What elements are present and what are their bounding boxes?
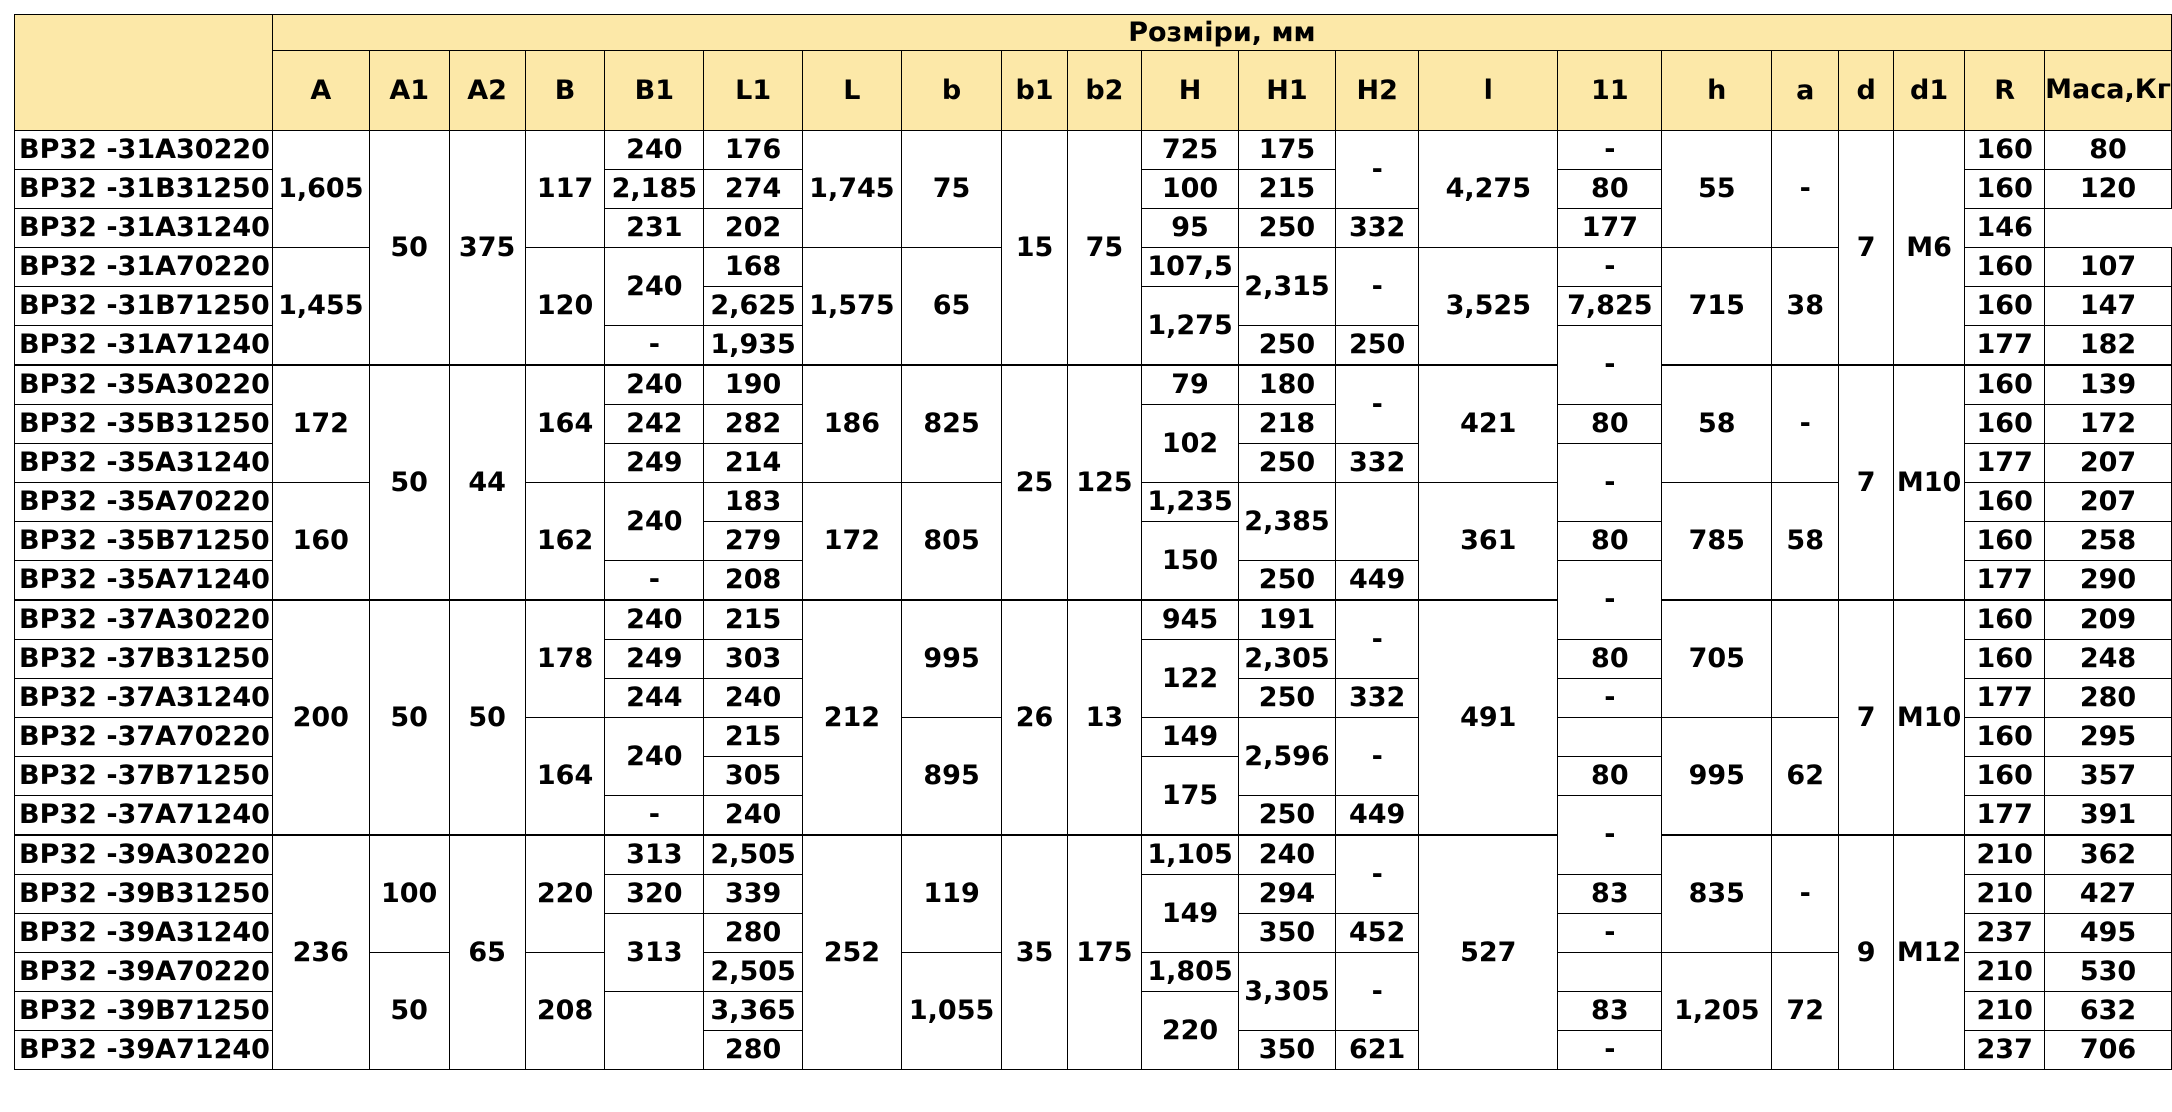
- cell-H: 220: [1142, 992, 1239, 1070]
- cell-A1: 50: [369, 365, 449, 600]
- cell-R: 160: [1965, 405, 2045, 444]
- cell-m: 209: [2045, 600, 2172, 640]
- column-header-1: A1: [369, 51, 449, 131]
- column-header-4: B1: [605, 51, 704, 131]
- model-cell: ВР32 -37А31240: [15, 679, 273, 718]
- cell-h: 715: [1662, 248, 1772, 366]
- cell-H1: 180: [1239, 365, 1336, 405]
- cell-L1: 215: [704, 600, 803, 640]
- cell-c11: -: [1558, 248, 1662, 287]
- cell-L1: 202: [704, 209, 803, 248]
- cell-R: 160: [1965, 600, 2045, 640]
- cell-H1: 2,385: [1239, 483, 1336, 561]
- cell-b1: 15: [1002, 131, 1067, 366]
- cell-L1: 240: [704, 796, 803, 836]
- cell-m: 530: [2045, 953, 2172, 992]
- cell-H1: 250: [1239, 326, 1336, 366]
- cell-c11: 80: [1558, 522, 1662, 561]
- cell-c11: -: [1558, 914, 1662, 953]
- cell-B1: 242: [605, 405, 704, 444]
- cell-H1: 250: [1239, 679, 1336, 718]
- model-cell: ВР32 -35А31240: [15, 444, 273, 483]
- cell-B1: -: [605, 561, 704, 601]
- cell-L1: 303: [704, 640, 803, 679]
- column-header-7: b: [901, 51, 1002, 131]
- model-cell: ВР32 -37В31250: [15, 640, 273, 679]
- cell-H1: 350: [1239, 914, 1336, 953]
- cell-c11: 80: [1558, 170, 1662, 209]
- cell-H2: -: [1335, 365, 1418, 444]
- cell-H: 175: [1142, 757, 1239, 836]
- column-header-12: H2: [1335, 51, 1418, 131]
- cell-L1: 208: [704, 561, 803, 601]
- cell-L1: 280: [704, 1031, 803, 1070]
- table-row: [15, 131, 2172, 170]
- model-cell: ВР32 -37А30220: [15, 600, 273, 640]
- spec-table-container: [14, 14, 2172, 1070]
- model-cell: ВР32 -31А31240: [15, 209, 273, 248]
- cell-A1: 50: [369, 953, 449, 1070]
- column-header-9: b2: [1067, 51, 1141, 131]
- cell-R: 160: [1965, 718, 2045, 757]
- cell-A: 236: [272, 835, 369, 1070]
- model-cell: ВР32 -35В31250: [15, 405, 273, 444]
- cell-m: 146: [1965, 209, 2045, 248]
- cell-L: 1,745: [803, 131, 902, 248]
- cell-R: 210: [1965, 953, 2045, 992]
- cell-H1: 2,305: [1239, 640, 1336, 679]
- cell-R: 177: [1965, 796, 2045, 836]
- cell-R: 160: [1965, 757, 2045, 796]
- cell-L: 172: [803, 483, 902, 601]
- cell-l: 491: [1419, 600, 1558, 835]
- cell-L1: 190: [704, 365, 803, 405]
- cell-a: 38: [1772, 248, 1839, 366]
- cell-b2: 75: [1067, 131, 1141, 366]
- cell-R: 160: [1965, 248, 2045, 287]
- cell-L1: 2,625: [704, 287, 803, 326]
- cell-m: 280: [2045, 679, 2172, 718]
- cell-b: 895: [901, 718, 1002, 836]
- cell-R: 160: [1965, 522, 2045, 561]
- cell-c11: 83: [1558, 875, 1662, 914]
- cell-m: 706: [2045, 1031, 2172, 1070]
- cell-c11: -: [1558, 561, 1662, 640]
- cell-m: 182: [2045, 326, 2172, 366]
- table-header: [15, 15, 2172, 131]
- cell-H2: -: [1335, 835, 1418, 914]
- cell-a: -: [1772, 131, 1839, 248]
- cell-A: 200: [272, 600, 369, 835]
- cell-H: 149: [1142, 875, 1239, 953]
- cell-H: 945: [1142, 600, 1239, 640]
- model-cell: ВР32 -31А71240: [15, 326, 273, 366]
- cell-H: 79: [1142, 365, 1239, 405]
- cell-B1: 244: [605, 679, 704, 718]
- cell-B: 120: [525, 248, 605, 366]
- cell-H2: -: [1335, 600, 1418, 679]
- column-header-19: R: [1965, 51, 2045, 131]
- cell-H2: -: [1335, 953, 1418, 1031]
- cell-a: 72: [1772, 953, 1839, 1070]
- cell-l: 421: [1419, 365, 1558, 483]
- cell-H: 100: [1142, 170, 1239, 209]
- cell-h: 58: [1662, 365, 1772, 483]
- column-header-18: d1: [1893, 51, 1964, 131]
- cell-L1: 2,505: [704, 835, 803, 875]
- cell-m: 290: [2045, 561, 2172, 601]
- cell-R: 177: [1965, 561, 2045, 601]
- column-header-0: A: [272, 51, 369, 131]
- cell-H1: 350: [1239, 1031, 1336, 1070]
- cell-c11: -: [1558, 131, 1662, 170]
- cell-R: 210: [1965, 875, 2045, 914]
- cell-c11: 7,825: [1558, 287, 1662, 326]
- cell-L1: 274: [704, 170, 803, 209]
- cell-H2: 621: [1335, 1031, 1418, 1070]
- cell-R: 177: [1965, 444, 2045, 483]
- cell-a: [1772, 600, 1839, 718]
- cell-d: 7: [1839, 131, 1894, 366]
- cell-b1: 35: [1002, 835, 1067, 1070]
- table-body: [15, 131, 2172, 1070]
- cell-L1: 339: [704, 875, 803, 914]
- cell-B1: 240: [605, 248, 704, 326]
- cell-L: 186: [803, 365, 902, 483]
- cell-H1: 250: [1239, 209, 1336, 248]
- cell-B1: 240: [605, 600, 704, 640]
- cell-L1: 183: [704, 483, 803, 522]
- cell-B1: 240: [605, 365, 704, 405]
- cell-H1: 250: [1239, 444, 1336, 483]
- cell-A: 1,605: [272, 131, 369, 248]
- cell-L1: 282: [704, 405, 803, 444]
- cell-R: 160: [1965, 287, 2045, 326]
- cell-B1: 313: [605, 835, 704, 875]
- cell-m: 258: [2045, 522, 2172, 561]
- cell-B1: 231: [605, 209, 704, 248]
- model-cell: ВР32 -35В71250: [15, 522, 273, 561]
- cell-H2: -: [1335, 248, 1418, 326]
- cell-B: 164: [525, 718, 605, 836]
- cell-m: 139: [2045, 365, 2172, 405]
- cell-R: 177: [1558, 209, 1662, 248]
- cell-R: 160: [1965, 365, 2045, 405]
- model-cell: ВР32 -39А71240: [15, 1031, 273, 1070]
- cell-A: 1,455: [272, 248, 369, 366]
- cell-R: 160: [1965, 170, 2045, 209]
- cell-m: 172: [2045, 405, 2172, 444]
- model-cell: ВР32 -35А71240: [15, 561, 273, 601]
- cell-H1: 240: [1239, 835, 1336, 875]
- cell-m: 295: [2045, 718, 2172, 757]
- group-title: Розміри, мм: [272, 15, 2171, 51]
- cell-c11: 80: [1558, 757, 1662, 796]
- cell-B1: 240: [605, 483, 704, 561]
- model-header-cell: [15, 15, 273, 131]
- cell-a: 62: [1772, 718, 1839, 836]
- cell-L1: 279: [704, 522, 803, 561]
- column-header-13: l: [1419, 51, 1558, 131]
- cell-L1: 2,505: [704, 953, 803, 992]
- cell-H2: 449: [1335, 561, 1418, 601]
- column-header-15: h: [1662, 51, 1772, 131]
- cell-H1: 2,315: [1239, 248, 1336, 326]
- cell-b2: 175: [1067, 835, 1141, 1070]
- cell-m: 427: [2045, 875, 2172, 914]
- cell-h: 1,205: [1662, 953, 1772, 1070]
- cell-m: 107: [2045, 248, 2172, 287]
- cell-A: 160: [272, 483, 369, 601]
- column-header-20: Маса,Кг: [2045, 51, 2172, 131]
- cell-H: 725: [1142, 131, 1239, 170]
- cell-b: 75: [901, 131, 1002, 248]
- cell-l: 527: [1419, 835, 1558, 1070]
- model-cell: ВР32 -37В71250: [15, 757, 273, 796]
- cell-H: 1,235: [1142, 483, 1239, 522]
- model-cell: ВР32 -31В31250: [15, 170, 273, 209]
- cell-h: 835: [1662, 835, 1772, 953]
- cell-h: 995: [1662, 718, 1772, 836]
- cell-H1: 2,596: [1239, 718, 1336, 796]
- cell-b2: 125: [1067, 365, 1141, 600]
- cell-h: 55: [1662, 131, 1772, 248]
- column-header-6: L: [803, 51, 902, 131]
- cell-c11: -: [1558, 444, 1662, 522]
- cell-m: 362: [2045, 835, 2172, 875]
- cell-b: 1,055: [901, 953, 1002, 1070]
- cell-R: 160: [1965, 640, 2045, 679]
- cell-R: 210: [1965, 835, 2045, 875]
- cell-R: 237: [1965, 1031, 2045, 1070]
- cell-c11: [1558, 718, 1662, 757]
- cell-c11: 80: [1558, 405, 1662, 444]
- cell-L1: 214: [704, 444, 803, 483]
- cell-A2: 65: [449, 835, 525, 1070]
- cell-A2: 50: [449, 600, 525, 835]
- cell-b: 805: [901, 483, 1002, 601]
- column-header-16: a: [1772, 51, 1839, 131]
- cell-c11: -: [1558, 1031, 1662, 1070]
- model-cell: ВР32 -35А30220: [15, 365, 273, 405]
- cell-H2: 452: [1335, 914, 1418, 953]
- cell-H2: -: [1335, 718, 1418, 796]
- cell-H: 150: [1142, 522, 1239, 601]
- cell-d1: M6: [1893, 131, 1964, 366]
- cell-L1: 280: [704, 914, 803, 953]
- cell-H: 102: [1142, 405, 1239, 483]
- cell-c11: -: [1558, 326, 1662, 405]
- cell-l: 361: [1419, 483, 1558, 601]
- cell-H1: 215: [1239, 170, 1336, 209]
- cell-H2: -: [1335, 131, 1418, 209]
- cell-l: 4,275: [1419, 131, 1558, 248]
- model-cell: ВР32 -35А70220: [15, 483, 273, 522]
- cell-H1: 294: [1239, 875, 1336, 914]
- cell-c11: -: [1558, 679, 1662, 718]
- column-header-17: d: [1839, 51, 1894, 131]
- model-cell: ВР32 -39В31250: [15, 875, 273, 914]
- cell-B: 117: [525, 131, 605, 248]
- cell-B1: 240: [605, 718, 704, 796]
- cell-A: 172: [272, 365, 369, 483]
- cell-H2: 449: [1335, 796, 1418, 836]
- cell-b: 825: [901, 365, 1002, 483]
- cell-c11: 80: [1558, 640, 1662, 679]
- cell-R: 177: [1965, 679, 2045, 718]
- cell-H1: 250: [1239, 796, 1336, 836]
- column-header-5: L1: [704, 51, 803, 131]
- cell-H2: 332: [1335, 209, 1418, 248]
- cell-A1: 50: [369, 600, 449, 835]
- cell-B1: [605, 992, 704, 1070]
- column-header-2: A2: [449, 51, 525, 131]
- cell-R: 160: [1965, 131, 2045, 170]
- cell-B: 162: [525, 483, 605, 601]
- column-header-10: H: [1142, 51, 1239, 131]
- cell-b: 995: [901, 600, 1002, 718]
- cell-R: 160: [1965, 483, 2045, 522]
- cell-H: 1,105: [1142, 835, 1239, 875]
- table-row: [15, 600, 2172, 640]
- cell-B: 178: [525, 600, 605, 718]
- table-row: [15, 835, 2172, 875]
- cell-A1: 50: [369, 131, 449, 366]
- column-header-11: H1: [1239, 51, 1336, 131]
- cell-b: 119: [901, 835, 1002, 953]
- cell-B1: 2,185: [605, 170, 704, 209]
- cell-H: 95: [1142, 209, 1239, 248]
- cell-B1: 249: [605, 640, 704, 679]
- cell-m: 207: [2045, 444, 2172, 483]
- cell-h: 705: [1662, 600, 1772, 718]
- column-header-14: 11: [1558, 51, 1662, 131]
- cell-a: -: [1772, 835, 1839, 953]
- cell-L: 252: [803, 835, 902, 1070]
- cell-a: -: [1772, 365, 1839, 483]
- cell-m: 207: [2045, 483, 2172, 522]
- cell-m: 357: [2045, 757, 2172, 796]
- cell-B1: 249: [605, 444, 704, 483]
- cell-B: 164: [525, 365, 605, 483]
- cell-m: 495: [2045, 914, 2172, 953]
- cell-m: 632: [2045, 992, 2172, 1031]
- cell-B: 220: [525, 835, 605, 953]
- model-cell: ВР32 -39В71250: [15, 992, 273, 1031]
- model-cell: ВР32 -31В71250: [15, 287, 273, 326]
- cell-H2: 250: [1335, 326, 1418, 366]
- cell-d: 7: [1839, 600, 1894, 835]
- cell-L1: 215: [704, 718, 803, 757]
- cell-d: 9: [1839, 835, 1894, 1070]
- cell-H1: 191: [1239, 600, 1336, 640]
- cell-R: 237: [1965, 914, 2045, 953]
- cell-B1: 240: [605, 131, 704, 170]
- cell-H2: 332: [1335, 444, 1418, 483]
- cell-L1: 168: [704, 248, 803, 287]
- cell-R: 210: [1965, 992, 2045, 1031]
- cell-A2: 375: [449, 131, 525, 366]
- cell-L1: 3,365: [704, 992, 803, 1031]
- cell-m: 120: [2045, 170, 2172, 209]
- cell-H: 1,805: [1142, 953, 1239, 992]
- cell-m: 147: [2045, 287, 2172, 326]
- cell-A1: 100: [369, 835, 449, 953]
- column-header-3: B: [525, 51, 605, 131]
- model-cell: ВР32 -39А30220: [15, 835, 273, 875]
- cell-H: 122: [1142, 640, 1239, 718]
- cell-c11: -: [1558, 796, 1662, 875]
- cell-A2: 44: [449, 365, 525, 600]
- table-row: [15, 365, 2172, 405]
- cell-B1: -: [605, 796, 704, 836]
- cell-b2: 13: [1067, 600, 1141, 835]
- model-cell: ВР32 -39А70220: [15, 953, 273, 992]
- cell-B1: -: [605, 326, 704, 366]
- cell-B1: 320: [605, 875, 704, 914]
- cell-h: 785: [1662, 483, 1772, 601]
- cell-L: 212: [803, 600, 902, 835]
- cell-L: 1,575: [803, 248, 902, 366]
- cell-H: 107,5: [1142, 248, 1239, 287]
- cell-m: 80: [2045, 131, 2172, 170]
- cell-H2: [1335, 483, 1418, 561]
- cell-c11: [1558, 953, 1662, 992]
- cell-d1: M10: [1893, 365, 1964, 600]
- cell-H1: 3,305: [1239, 953, 1336, 1031]
- cell-H: 149: [1142, 718, 1239, 757]
- cell-b1: 26: [1002, 600, 1067, 835]
- model-cell: ВР32 -39А31240: [15, 914, 273, 953]
- model-cell: ВР32 -37А70220: [15, 718, 273, 757]
- cell-b: 65: [901, 248, 1002, 366]
- cell-d1: M10: [1893, 600, 1964, 835]
- cell-B1: 313: [605, 914, 704, 992]
- model-cell: ВР32 -31А30220: [15, 131, 273, 170]
- cell-H1: 250: [1239, 561, 1336, 601]
- cell-l: 3,525: [1419, 248, 1558, 366]
- dimensions-table: [14, 14, 2172, 1070]
- cell-m: 391: [2045, 796, 2172, 836]
- cell-L1: 240: [704, 679, 803, 718]
- cell-d1: M12: [1893, 835, 1964, 1070]
- cell-d: 7: [1839, 365, 1894, 600]
- column-header-8: b1: [1002, 51, 1067, 131]
- cell-L1: 305: [704, 757, 803, 796]
- cell-R: 177: [1965, 326, 2045, 366]
- cell-L1: 176: [704, 131, 803, 170]
- cell-H1: 175: [1239, 131, 1336, 170]
- cell-H1: 218: [1239, 405, 1336, 444]
- cell-m: 248: [2045, 640, 2172, 679]
- model-cell: ВР32 -37А71240: [15, 796, 273, 836]
- model-cell: ВР32 -31А70220: [15, 248, 273, 287]
- cell-H: 1,275: [1142, 287, 1239, 366]
- cell-L1: 1,935: [704, 326, 803, 366]
- cell-c11: 83: [1558, 992, 1662, 1031]
- cell-B: 208: [525, 953, 605, 1070]
- cell-a: 58: [1772, 483, 1839, 601]
- cell-H2: 332: [1335, 679, 1418, 718]
- cell-b1: 25: [1002, 365, 1067, 600]
